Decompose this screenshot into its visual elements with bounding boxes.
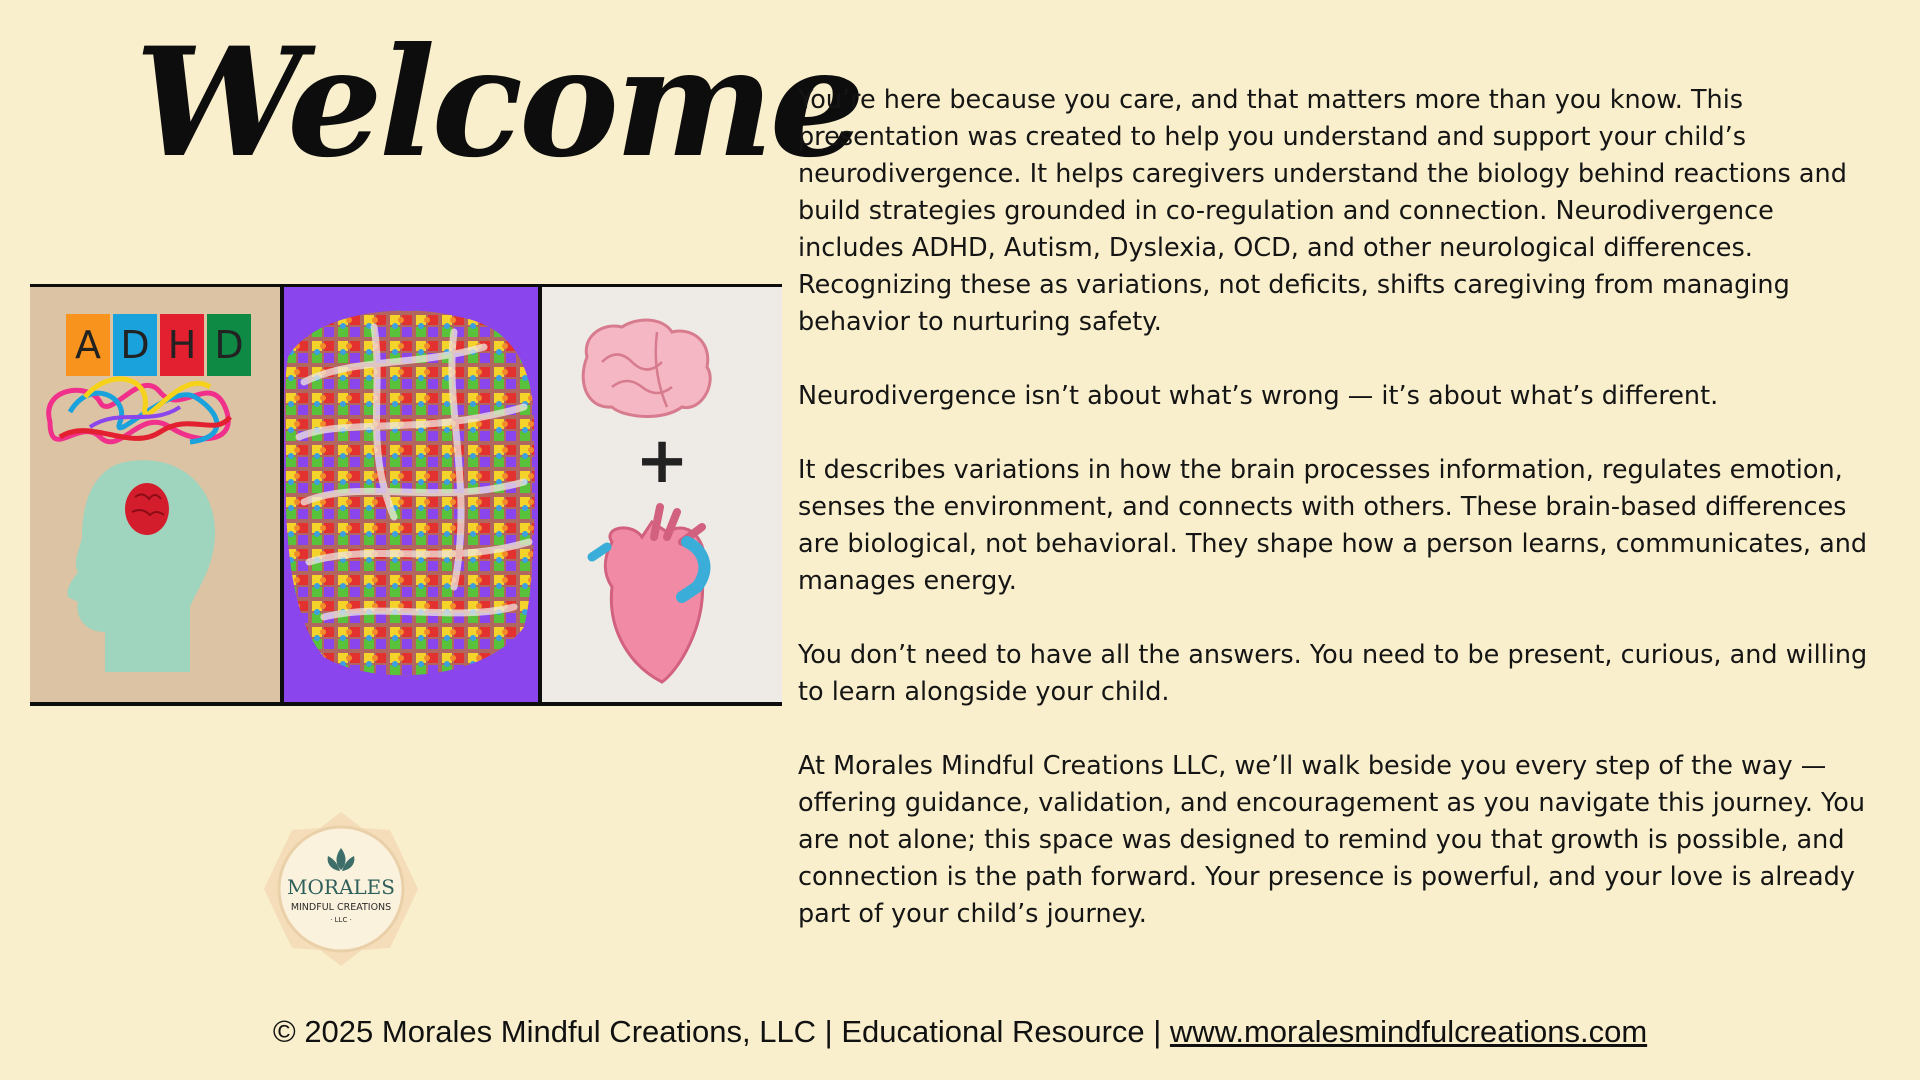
adhd-head-image [30, 287, 280, 702]
logo-suffix: · LLC · [330, 916, 352, 924]
paragraph-closing: At Morales Mindful Creations LLC, we’ll walk beside you every step of the way — offering guidance, validation, and encouragement as you navigate this journey. You are not alone; this space was designed to remind you that growth is possible, and connection is the path forward. Your presence is powerful, and your love is already part of your child’s journey. [798, 751, 1865, 929]
page-title: Welcome [135, 15, 862, 191]
brain-heart-image [542, 287, 782, 702]
footer [0, 1014, 1920, 1050]
paragraph-encouragement: You don’t need to have all the answers. You need to be present, curious, and willing to learn alongside your child. [798, 640, 1868, 707]
footer-text: © 2025 Morales Mindful Creations, LLC | Educational Resource | [272, 1014, 1170, 1049]
brain-plus-heart-icon [542, 287, 782, 702]
adhd-tile-d: D [113, 314, 157, 376]
adhd-tile-d2: D [207, 314, 251, 376]
plus-sign: + [635, 424, 689, 498]
adhd-tile-a: A [66, 314, 110, 376]
body-text [798, 82, 1878, 933]
company-logo [262, 810, 420, 968]
logo-subtitle: MINDFUL CREATIONS [290, 902, 392, 913]
head-silhouette-icon [30, 287, 280, 702]
website-link[interactable]: www.moralesmindfulcreations.com [1169, 1014, 1648, 1049]
logo-name: MORALES [287, 875, 395, 899]
adhd-tile-h: H [160, 314, 204, 376]
paragraph-intro: You’re here because you care, and that matters more than you know. This presentation was created to help you understand and support your child’s neurodivergence. It helps caregivers understand the biology behind reactions and build strategies grounded in co-regulation and connection. Neurodivergence includes ADHD, Autism, Dyslexia, OCD, and other neurological differences. Recognizing these as variations, not deficits, shifts caregiving from managing behavior to nurturing safety. [798, 85, 1847, 337]
image-collage [30, 284, 782, 706]
puzzle-brain-image [284, 287, 538, 702]
brain-icon [284, 287, 538, 702]
paragraph-description: It describes variations in how the brain processes information, regulates emotion, senses the environment, and connects with others. These brain-based differences are biological, not behavioral. They shape how a person learns, communicates, and manages energy. [798, 455, 1868, 596]
paragraph-tagline: Neurodivergence isn’t about what’s wrong — it’s about what’s different. [798, 381, 1719, 411]
